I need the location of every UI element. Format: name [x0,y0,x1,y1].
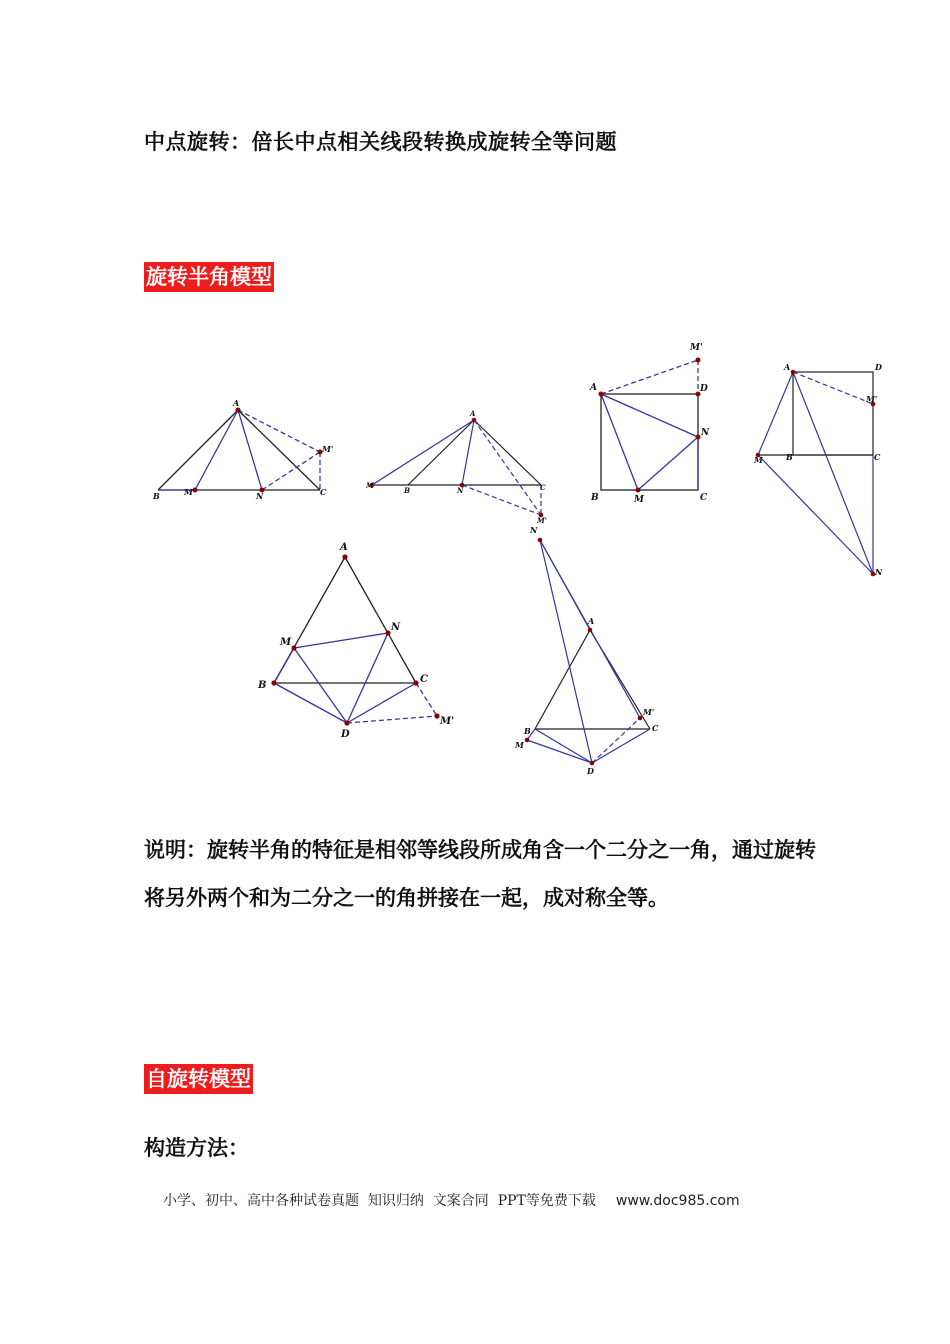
explanation-paragraph: 说明：旋转半角的特征是相邻等线段所成角含一个二分之一角，通过旋转将另外两个和为二分之一的角拼接在一起，成对称全等。 [144,838,816,910]
f5-label-M: M [280,637,292,648]
section-tag-half-angle: 旋转半角模型 [144,262,274,292]
figure-3 [601,360,698,490]
f3-label-M: M [634,495,644,505]
f3-label-M-prime: M' [690,343,703,353]
section-tag-self-rotation: 自旋转模型 [144,1064,253,1094]
f3-label-C: C [700,493,708,503]
f5-label-C: C [420,674,428,685]
construction-method-heading: 构造方法： [144,1136,249,1160]
f2-label-N: N [457,486,464,495]
f2-label-M-prime: M' [537,516,547,525]
f1-label-N: N [256,491,264,501]
f6-label-A: A [588,616,595,626]
figure-6 [527,540,650,763]
f3-label-D: D [700,384,708,394]
f6-label-D: D [587,766,594,776]
f4-label-M-prime: M' [866,394,878,404]
page-heading: 中点旋转：倍长中点相关线段转换成旋转全等问题 [144,130,617,154]
f6-label-B: B [524,726,531,736]
f4-label-C: C [874,452,881,462]
f3-label-A: A [590,383,597,393]
f2-label-A: A [470,409,476,418]
f6-label-N: N [530,525,538,535]
f1-label-M-prime: M' [322,444,334,454]
figure-1 [158,410,320,490]
f3-label-B: B [591,493,599,503]
f1-label-C: C [320,487,327,497]
f5-label-A: A [340,542,348,553]
f5-label-N: N [391,622,401,633]
f1-label-M: M [184,487,193,497]
f6-label-M-prime: M' [643,707,655,717]
footer-url: www.doc985.com [615,1193,740,1209]
f4-label-A: A [784,362,791,372]
f5-label-B: B [258,680,267,691]
f4-label-B: B [786,452,793,462]
page-footer [163,1190,740,1210]
f2-label-M: M [366,481,374,490]
f4-label-N: N [875,567,883,577]
figure-5 [274,557,437,723]
f2-label-B: B [404,486,410,495]
f6-label-C: C [652,723,659,733]
f4-label-M: M [754,455,763,465]
f5-label-D: D [341,729,350,740]
f1-label-B: B [153,491,160,501]
figure-2 [372,420,541,515]
f4-label-D: D [875,362,882,372]
f6-label-M: M [515,740,524,750]
f2-label-C: C [540,483,546,492]
figure-4 [758,372,873,574]
f5-label-M-prime: M' [440,716,455,727]
footer-text: 小学、初中、高中各种试卷真题 知识归纳 文案合同 PPT等免费下载 [163,1193,596,1209]
f1-label-A: A [233,398,240,408]
f3-label-N: N [701,428,710,438]
